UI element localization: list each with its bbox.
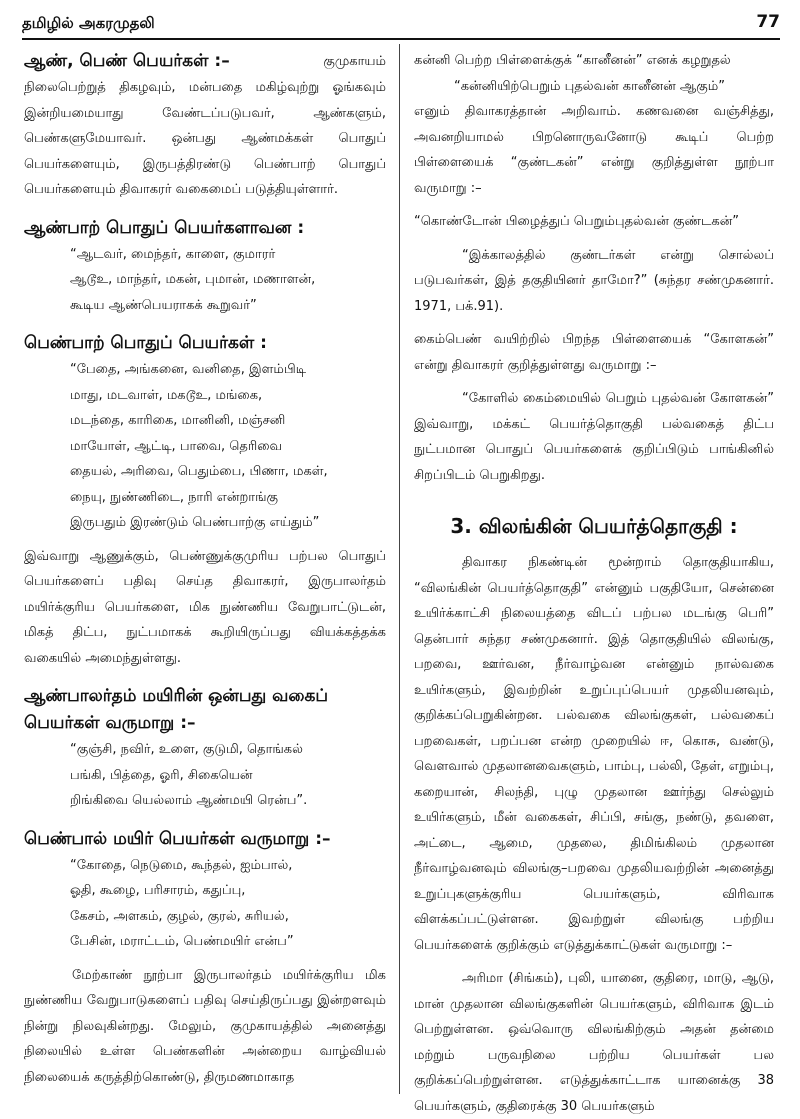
paragraph: எனும் திவாகரத்தான் அறிவாம். கணவனை வஞ்சித்து, அவனறியாமல் பிறனொருவனோடு கூடிப் பெற்ற பிள்ளையைக் “குண்டகன்” என்று குறித்துள்ள நூற்பா வருமாறு :– <box>414 104 774 196</box>
heading-male-hair-names: ஆண்பாலர்தம் மயிரின் ஒன்பது வகைப் பெயர்கள் வருமாறு :– <box>24 686 329 733</box>
paragraph: கைம்பெண் வயிற்றில் பிறந்த பிள்ளையைக் “கோளகன்” என்று திவாகரர் குறித்துள்ளது வருமாறு :– <box>414 332 774 373</box>
paragraph: “கோளில் கைம்மையில் பெறும் புதல்வன் கோளகன்” இவ்வாறு, மக்கட் பெயர்த்தொகுதி பல்வகைத் திட்ப நுட்பமான பொதுப் பெயர்களைக் குறிப்பிடும் பாங்கினில் சிறப்பிடம் பெறுகிறது. <box>414 391 774 483</box>
verse-female-names <box>70 357 382 536</box>
verse-line: றிங்கிவை யெல்லாம் ஆண்மயி ரென்ப”. <box>70 793 308 808</box>
verse-line: ஆடூஉ, மாந்தர், மகன், புமான், மணாளன், <box>70 272 316 287</box>
quote: “கன்னியிற்பெறும் புதல்வன் கானீனன் ஆகும்” <box>454 78 725 94</box>
heading-male-female-names <box>24 48 386 75</box>
heading-tail: குமுகாயம் <box>323 54 386 69</box>
paragraph: கன்னி பெற்ற பிள்ளைக்குக் “கானீனன்” எனக் கழறுதல் <box>414 53 731 68</box>
verse-line: மாது, மடவாள், மகடூஉ, மங்கை, <box>70 387 263 403</box>
running-title: தமிழில் அகரமுதலி <box>22 14 155 32</box>
heading-female-common-names: பெண்பாற் பொதுப் பெயர்கள் : <box>24 333 267 353</box>
verse-line: மடந்தை, காரிகை, மானினி, மஞ்சனி <box>70 413 286 428</box>
verse-line: “குஞ்சி, நவிர், உளை, குடுமி, தொங்கல் <box>70 742 303 757</box>
heading-female-hair-names: பெண்பால் மயிர் பெயர்கள் வருமாறு :– <box>24 828 331 849</box>
paragraph: அரிமா (சிங்கம்), புலி, யானை, குதிரை, மாடு, ஆடு, மான் முதலான விலங்குகளின் பெயர்களும், விரிவாக இடம் பெற்றுள்ளன. ஒவ்வொரு விலங்கிற்கும் அதன் தன்மை மற்றும் பருவநிலை பற்றிய பெயர்கள் பல குறிக்கப்பெற்றுள்ளன. எடுத்துக்காட்டாக யானைக்கு 38 பெயர்களும், குதிரைக்கு 30 பெயர்களும் <box>414 971 774 1114</box>
quote: “கொண்டோன் பிழைத்துப் பெறும்புதல்வன் குண்டகன்” <box>414 214 740 229</box>
verse-line: “கோதை, நெடுமை, கூந்தல், ஐம்பால், <box>70 857 293 873</box>
verse-line: கூடிய ஆண்பெயராகக் கூறுவர்” <box>70 297 257 313</box>
verse-line: பங்கி, பித்தை, ஓரி, சிகையென் <box>70 767 253 783</box>
heading-text: ஆண், பெண் பெயர்கள் :– <box>24 51 230 71</box>
verse-line: “பேதை, அங்கனை, வனிதை, இளம்பிடி <box>70 362 307 377</box>
page-header <box>22 8 780 40</box>
verse-line: தையல், அரிவை, பெதும்பை, பிணா, மகள், <box>70 464 328 479</box>
heading-male-common-names: ஆண்பாற் பொதுப் பெயர்களாவன : <box>24 217 305 238</box>
verse-female-hair <box>70 853 382 955</box>
paragraph: நிலைபெற்றுத் திகழவும், மன்பதை மகிழ்வுற்று ஓங்கவும் இன்றியமையாது வேண்டப்படுபவர், ஆண்களும், பெண்களுமேயாவர். ஒன்பது ஆண்மக்கள் பொதுப் பெயர்களையும், இருபத்திரண்டு பெண்பாற் பொதுப் பெயர்களையும் திவாகரர் வகைமைப் படுத்தியுள்ளார். <box>24 80 386 197</box>
verse-male-names <box>70 242 382 319</box>
section-heading-animal-names: 3. விலங்கின் பெயர்த்தொகுதி : <box>450 514 738 538</box>
quote: “இக்காலத்தில் குண்டர்கள் என்று சொல்லப் படுபவர்கள், இத் தகுதியினர் தாமோ?” (சுந்தர சண்முகனார். 1971, பக்.91). <box>414 247 774 314</box>
verse-line: இருபதும் இரண்டும் பெண்பாற்கு எய்தும்” <box>70 515 320 530</box>
verse-male-hair <box>70 737 382 814</box>
paragraph: இவ்வாறு ஆணுக்கும், பெண்ணுக்குமுரிய பற்பல பொதுப் பெயர்களைப் பதிவு செய்த திவாகரர், இருபாலர்தம் மயிர்க்குரிய பெயர்களை, மிக நுண்ணிய வேறுபாட்டுடன், மிகத் திட்ப, நுட்பமாகக் கூறியிருப்பது வியக்கத்தக்க வகையில் அமைந்துள்ளது. <box>24 548 386 666</box>
verse-line: ஓதி, கூழை, பரிசாரம், கதுப்பு, <box>70 883 246 898</box>
right-column <box>414 48 774 1119</box>
page-number: 77 <box>756 12 780 32</box>
verse-line: “ஆடவர், மைந்தர், காளை, குமாரர் <box>70 246 276 262</box>
verse-line: பேசின், மராட்டம், பெண்மயிர் என்ப” <box>70 934 294 949</box>
paragraph: மேற்காண் நூற்பா இருபாலர்தம் மயிர்க்குரிய மிக நுண்ணிய வேறுபாடுகளைப் பதிவு செய்திருப்பது இன்றளவும் நின்று நிலவுகின்றது. மேலும், குமுகாயத்தில் அனைத்து நிலையில் உள்ள பெண்களின் அன்றைய வாழ்வியல் நிலையைக் கருத்திற்கொண்டு, திருமணமாகாத <box>24 967 386 1085</box>
verse-line: மாயோள், ஆட்டி, பாவை, தெரிவை <box>70 438 282 454</box>
verse-line: நையு, நுண்ணிடை, நாரி என்றாங்கு <box>70 489 278 505</box>
column-divider <box>399 44 400 1094</box>
paragraph: திவாகர நிகண்டின் மூன்றாம் தொகுதியாகிய, “விலங்கின் பெயர்த்தொகுதி” என்னும் பகுதியோ, சென்னை உயிர்க்காட்சி நிலையத்தை விடப் பற்பல மடங்கு பெரி” தென்பார் சுந்தர சண்முகனார். இத் தொகுதியில் விலங்கு, பறவை, ஊர்வன, நீர்வாழ்வன என்னும் நால்வகை உயிர்களும், இவற்றின் உறுப்புப்பெயர் முதலியனவும், குறிக்கப்பெறுகின்றன. பல்வகை விலங்குகள், பல்வகைப் பறவைகள், பறப்பன என்ற முறையில் ஈ, கொசு, வண்டு, வௌவால் முதலானவைகளும், பாம்பு, பல்லி, தேள், எறும்பு, கறையான், சிலந்தி, புழு முதலான ஊர்ந்து செல்லும் உயிர்களும், மீன் வகைகள், சிப்பி, சங்கு, நண்டு, தவளை, அட்டை, ஆமை, முதலை, திமிங்கிலம் முதலான நீர்வாழ்வனவும் விலங்கு–பறவை முதலியவற்றின் அனைத்து உறுப்புகளுக்குரிய பெயர்களும், விரிவாக விளக்கப்பட்டுள்ளன. இவற்றுள் விலங்கு பற்றிய பெயர்களைக் குறிக்கும் எடுத்துக்காட்டுகள் வருமாறு :– <box>414 555 774 953</box>
left-column <box>24 48 386 1090</box>
verse-line: கேசம், அளகம், குழல், குரல், சுரியல், <box>70 908 289 924</box>
